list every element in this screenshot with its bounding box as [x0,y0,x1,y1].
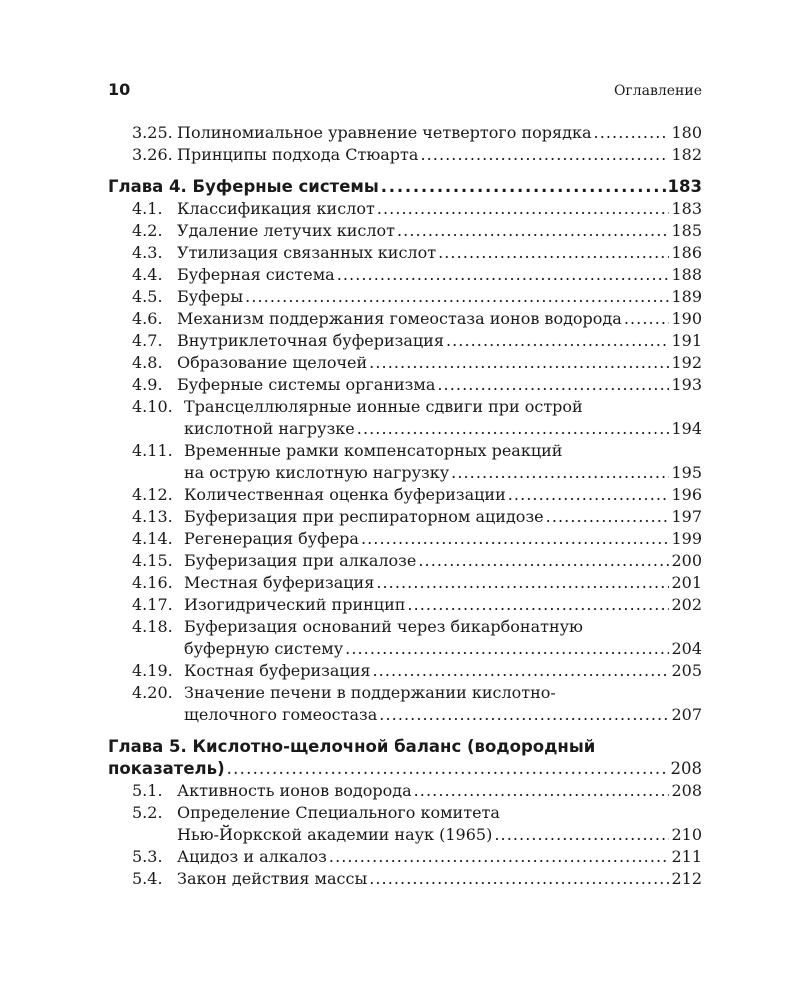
entry-title-line2: Нью-Йоркской академии наук (1965) [177,825,493,844]
entry-page: 205 [671,661,702,680]
entry-number: 4.6. [132,309,163,328]
entry-number: 3.26. [132,145,173,164]
toc-entry-4-18[interactable] [108,616,702,660]
toc-entry-5-1[interactable] [108,780,702,802]
entry-number: 4.18. [132,617,173,636]
entry-title-line2: щелочного гомеостаза [184,705,378,724]
toc-entry-4-17[interactable] [108,594,702,616]
entry-number: 4.4. [132,265,163,284]
chapter-page: 208 [670,759,702,778]
entry-page: 180 [671,123,702,142]
dot-leader [420,144,669,166]
entry-title: Регенерация буфера [184,529,359,548]
dot-leader [245,286,669,308]
entry-title: Активность ионов водорода [177,781,412,800]
entry-page: 195 [671,463,702,482]
entry-title: Костная буферизация [184,661,371,680]
entry-page: 210 [671,825,702,844]
entry-page: 193 [671,375,702,394]
entry-number: 4.1. [132,199,163,218]
entry-title: Местная буферизация [184,573,375,592]
entry-page: 199 [671,529,702,548]
dot-leader [372,660,669,682]
toc-entry-4-9[interactable] [108,374,702,396]
dot-leader [381,176,666,198]
dot-leader [446,330,670,352]
toc-entry-4-12[interactable] [108,484,702,506]
toc-entry-4-19[interactable] [108,660,702,682]
toc-entry-3-26[interactable] [108,144,702,166]
entry-title: Утилизация связанных кислот [177,243,437,262]
entry-page: 196 [671,485,702,504]
entry-title-line1: Временные рамки компенсаторных реакций [184,441,563,460]
dot-leader [369,868,669,890]
dot-leader [337,264,670,286]
table-of-contents [108,122,702,890]
entry-title: Буферы [177,287,244,306]
toc-entry-4-4[interactable] [108,264,702,286]
toc-entry-4-13[interactable] [108,506,702,528]
dot-leader [418,550,669,572]
entry-number: 4.3. [132,243,163,262]
entry-page: 212 [671,869,702,888]
entry-page: 204 [671,639,702,658]
entry-number: 4.10. [132,397,173,416]
entry-title-line1: Определение Специального комитета [177,803,500,822]
running-title: Оглавление [613,83,702,99]
entry-title-line2: на острую кислотную нагрузку [184,463,450,482]
entry-page: 207 [671,705,702,724]
entry-title: Буферные системы организма [177,375,436,394]
dot-leader [379,704,669,726]
chapter-title: Глава 4. Буферные системы [108,177,379,196]
entry-page: 201 [671,573,702,592]
entry-title-line1: Значение печени в поддержании кислотно- [184,683,556,702]
entry-title: Удаление летучих кислот [177,221,395,240]
toc-entry-4-7[interactable] [108,330,702,352]
toc-chapter-4[interactable] [108,176,702,198]
entry-number: 4.13. [132,507,173,526]
toc-entry-4-16[interactable] [108,572,702,594]
dot-leader [357,418,670,440]
toc-entry-3-25[interactable] [108,122,702,144]
entry-title-line2: кислотной нагрузке [184,419,355,438]
dot-leader [624,308,670,330]
toc-entry-4-10[interactable] [108,396,702,440]
dot-leader [369,352,669,374]
toc-entry-4-3[interactable] [108,242,702,264]
entry-title-line2: буферную систему [184,639,344,658]
entry-title: Принципы подхода Стюарта [177,145,419,164]
dot-leader [329,846,670,868]
entry-page: 191 [671,331,702,350]
toc-entry-5-3[interactable] [108,846,702,868]
entry-title: Внутриклеточная буферизация [177,331,444,350]
chapter-title-line1: Глава 5. Кислотно-щелочной баланс (водородный [108,737,596,756]
dot-leader [594,122,670,144]
dot-leader [414,780,670,802]
dot-leader [377,198,670,220]
entry-page: 182 [671,145,702,164]
entry-page: 200 [671,551,702,570]
dot-leader [437,374,669,396]
entry-page: 183 [671,199,702,218]
entry-title-line1: Трансцеллюлярные ионные сдвиги при острой [184,397,583,416]
entry-title: Образование щелочей [177,353,368,372]
toc-entry-4-8[interactable] [108,352,702,374]
entry-number: 5.3. [132,847,163,866]
dot-leader [227,758,669,780]
dot-leader [451,462,669,484]
entry-number: 4.15. [132,551,173,570]
page-header [108,80,702,102]
page-number: 10 [108,80,131,99]
entry-title: Полиномиальное уравнение четвертого порядка [177,123,592,142]
entry-title: Закон действия массы [177,869,368,888]
entry-number: 5.2. [132,803,163,822]
entry-title-line1: Буферизация оснований через бикарбонатную [184,617,583,636]
dot-leader [438,242,669,264]
entry-title: Классификация кислот [177,199,375,218]
entry-number: 4.2. [132,221,163,240]
entry-number: 4.5. [132,287,163,306]
toc-entry-4-6[interactable] [108,308,702,330]
entry-title: Буферизация при респираторном ацидозе [184,507,544,526]
entry-number: 4.19. [132,661,173,680]
chapter-title-line2: показатель) [108,759,225,778]
entry-page: 188 [671,265,702,284]
entry-page: 208 [671,781,702,800]
entry-page: 202 [671,595,702,614]
entry-title: Буферизация при алкалозе [184,551,417,570]
toc-entry-4-14[interactable] [108,528,702,550]
dot-leader [508,484,670,506]
toc-entry-5-2[interactable] [108,802,702,846]
entry-page: 189 [671,287,702,306]
entry-title: Буферная система [177,265,335,284]
entry-number: 4.17. [132,595,173,614]
entry-number: 4.11. [132,441,173,460]
entry-number: 4.16. [132,573,173,592]
entry-page: 190 [671,309,702,328]
toc-entry-5-4[interactable] [108,868,702,890]
dot-leader [397,220,669,242]
toc-entry-4-5[interactable] [108,286,702,308]
dot-leader [361,528,670,550]
entry-number: 4.20. [132,683,173,702]
entry-number: 3.25. [132,123,173,142]
entry-number: 5.4. [132,869,163,888]
toc-entry-4-11[interactable] [108,440,702,484]
entry-number: 4.9. [132,375,163,394]
entry-title: Ацидоз и алкалоз [177,847,327,866]
toc-entry-4-20[interactable] [108,682,702,726]
entry-title: Количественная оценка буферизации [184,485,506,504]
entry-page: 197 [671,507,702,526]
entry-number: 4.14. [132,529,173,548]
entry-page: 185 [671,221,702,240]
entry-page: 186 [671,243,702,262]
entry-title: Изогидрический принцип [184,595,406,614]
entry-number: 4.7. [132,331,163,350]
dot-leader [546,506,670,528]
toc-entry-4-2[interactable] [108,220,702,242]
dot-leader [494,824,669,846]
toc-chapter-5[interactable] [108,736,702,780]
dot-leader [407,594,669,616]
entry-page: 211 [671,847,702,866]
entry-number: 4.12. [132,485,173,504]
entry-title: Механизм поддержания гомеостаза ионов водорода [177,309,622,328]
entry-page: 194 [671,419,702,438]
chapter-page: 183 [667,177,702,196]
dot-leader [376,572,669,594]
entry-number: 5.1. [132,781,163,800]
entry-page: 192 [671,353,702,372]
entry-number: 4.8. [132,353,163,372]
toc-entry-4-15[interactable] [108,550,702,572]
dot-leader [345,638,669,660]
toc-entry-4-1[interactable] [108,198,702,220]
